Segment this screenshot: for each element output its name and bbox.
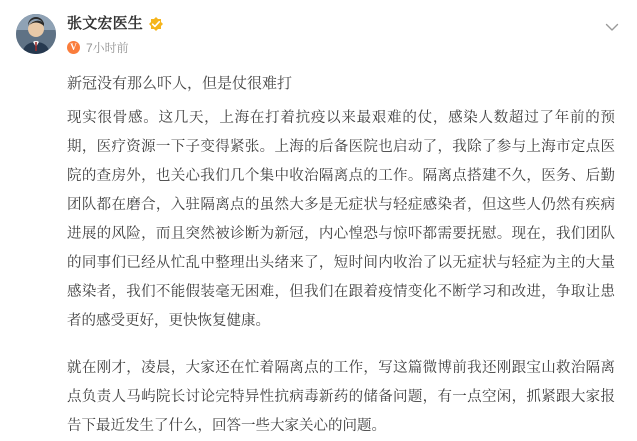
post-paragraph: 就在刚才，凌晨，大家还在忙着隔离点的工作，写这篇微博前我还刚跟宝山救治隔离点负责人马屿院长讨论完特异性抗病毒新药的储备问题，有一点空闲，抓紧跟大家报告下最近发生了什么，回答一些大家关心的问题。 [67,360,615,434]
avatar-photo-icon [16,14,56,54]
author-name-line [67,15,621,31]
post-title: 新冠没有那么吓人，但是仗很难打 [67,75,293,92]
author-info [67,14,621,56]
author-name[interactable]: 张文宏医生 [67,14,144,32]
post-body [16,72,621,441]
post-meta [67,39,621,56]
post-timestamp: 7小时前 [86,41,129,55]
avatar[interactable] [16,14,56,54]
chevron-down-icon[interactable] [603,18,621,36]
vip-v-icon: V [67,41,80,54]
verified-badge-icon [148,16,164,32]
post-header [16,14,621,56]
post-paragraph: 现实很骨感。这几天，上海在打着抗疫以来最艰难的仗，感染人数超过了年前的预期，医疗资源一下子变得紧张。上海的后备医院也启动了，我除了参与上海市定点医院的查房外，也关心我们几个集中收治隔离点的工作。隔离点搭建不久，医务、后勤团队都在磨合，入驻隔离点的虽然大多是无症状与轻症感染者，但这些人仍然有疾病进展的风险，而且突然被诊断为新冠，内心惶恐与惊吓都需要抚慰。现在，我们团队的同事们已经从忙乱中整理出头绪来了，短时间内收治了以无症状与轻症为主的大量感染者，我们不能假装毫无困难，但我们在跟着疫情变化不断学习和改进，争取让患者的感受更好，更快恢复健康。 [67,110,615,329]
